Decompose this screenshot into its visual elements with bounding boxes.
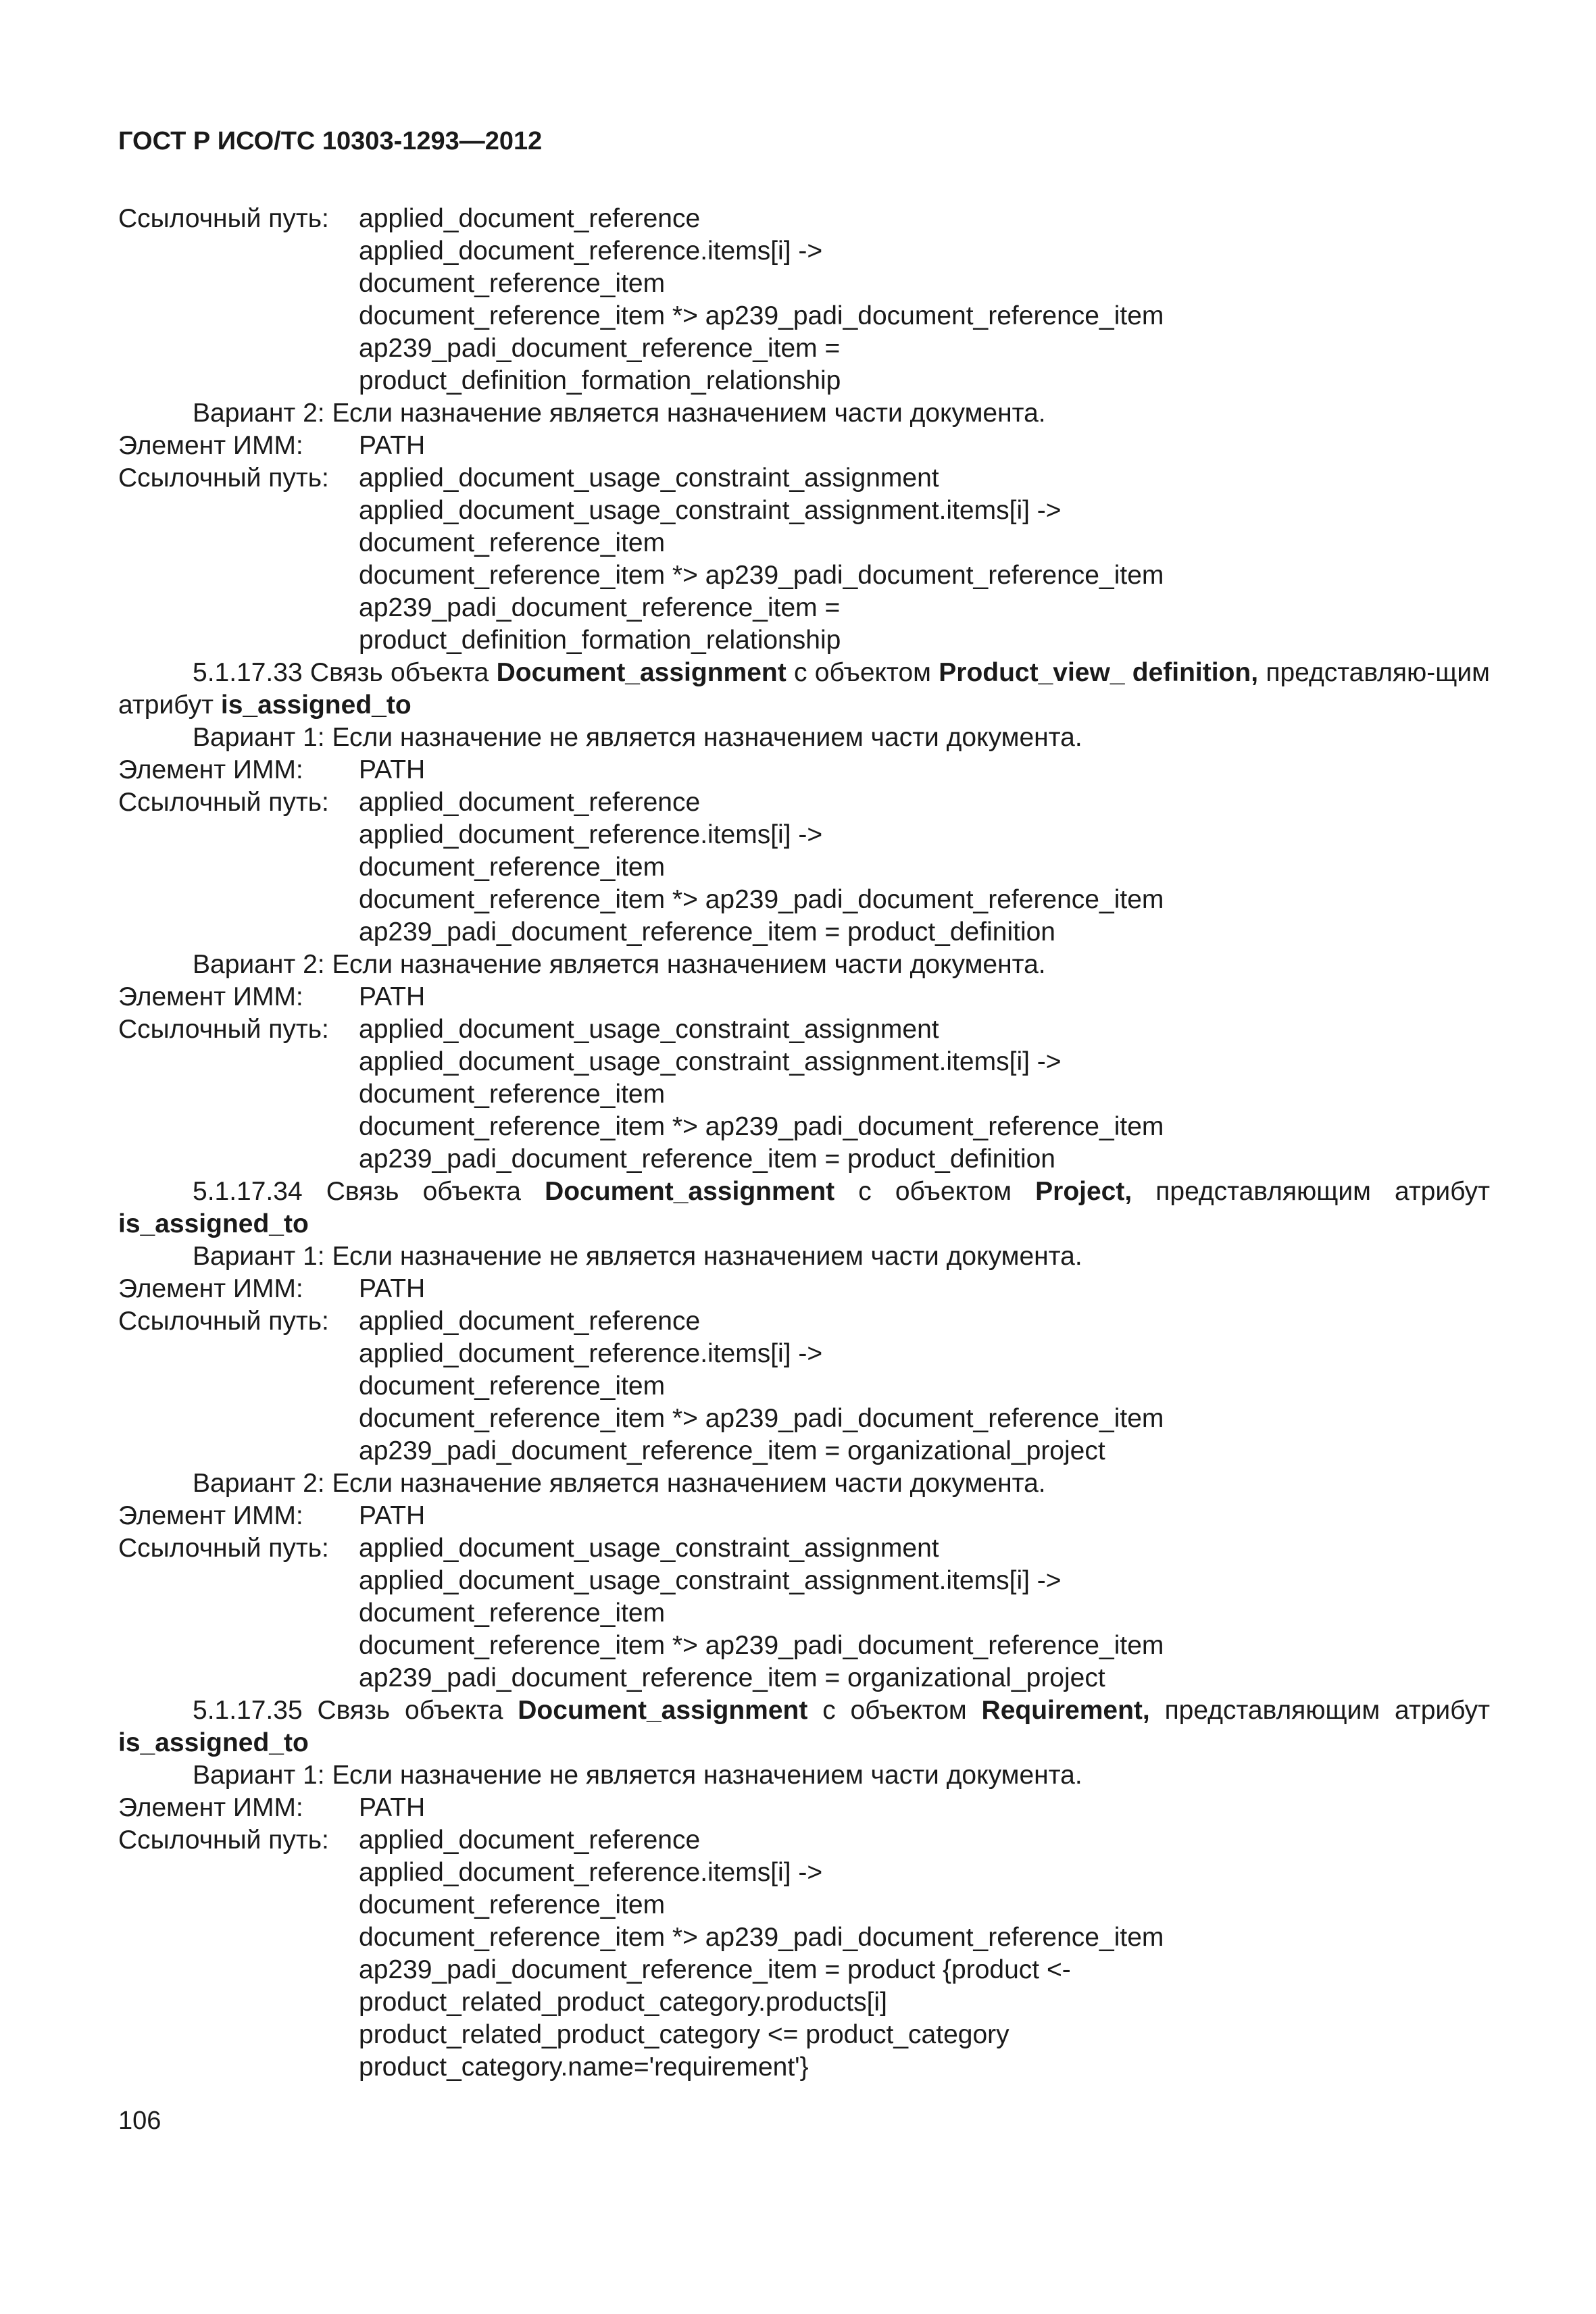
aim-element-label: Элемент ИММ: [118,431,303,460]
reference-path-line: applied_document_usage_constraint_assignment [359,1015,939,1044]
reference-path-label: Ссылочный путь: [118,1534,329,1563]
clause-heading [118,1694,1490,1759]
clause-text: с объектом [794,658,931,687]
document-body [118,203,1490,2084]
clause-heading [118,1176,1490,1240]
reference-path-line: ap239_padi_document_reference_item = product {product <- [359,1955,1071,1984]
reference-path-line: product_definition_formation_relationship [359,366,841,395]
reference-path-line: document_reference_item [359,1599,666,1628]
reference-path-label: Ссылочный путь: [118,1307,329,1336]
aim-element-row [118,1273,1490,1305]
clause-target: Project, [1035,1177,1132,1206]
aim-element-value: PATH [359,1501,426,1530]
variant-line: Вариант 1: Если назначение не является назначением части документа. [193,723,1082,752]
reference-path-line: applied_document_usage_constraint_assignment.items[i] -> [359,496,1062,525]
aim-element-label: Элемент ИММ: [118,1274,303,1303]
variant-line: Вариант 2: Если назначение является назначением части документа. [193,399,1046,428]
aim-element-label: Элемент ИММ: [118,982,303,1011]
clause-number: 5.1.17.35 [193,1696,303,1725]
reference-path-lines [359,1532,1490,1694]
reference-path-line: document_reference_item *> ap239_padi_document_reference_item [359,1631,1164,1660]
clause-text: представляющим атрибут [1155,1177,1490,1206]
reference-path-line: applied_document_usage_constraint_assignment [359,463,939,493]
clause-attribute: is_assigned_to [220,690,412,720]
aim-element-label: Элемент ИММ: [118,1501,303,1530]
reference-path-line: document_reference_item *> ap239_padi_document_reference_item [359,885,1164,914]
clause-number: 5.1.17.34 [193,1177,303,1206]
aim-element-label: Элемент ИММ: [118,755,303,784]
variant-line: Вариант 1: Если назначение не является назначением части документа. [193,1761,1082,1790]
reference-path-line: document_reference_item [359,528,666,557]
reference-path-line: ap239_padi_document_reference_item = product_definition [359,917,1055,947]
reference-path-line: document_reference_item *> ap239_padi_document_reference_item [359,301,1164,330]
reference-path-lines [359,462,1490,657]
reference-path-line: document_reference_item *> ap239_padi_document_reference_item [359,1404,1164,1433]
reference-path-line: ap239_padi_document_reference_item = product_definition [359,1145,1055,1174]
clause-number: 5.1.17.33 [193,658,303,687]
variant-line: Вариант 2: Если назначение является назначением части документа. [193,1469,1046,1498]
reference-path-line: applied_document_reference [359,788,701,817]
reference-path-line: document_reference_item [359,853,666,882]
reference-path-line: ap239_padi_document_reference_item = [359,334,841,363]
reference-path-line: ap239_padi_document_reference_item = organizational_project [359,1436,1105,1465]
reference-path-line: document_reference_item *> ap239_padi_document_reference_item [359,561,1164,590]
clause-entity: Document_assignment [545,1177,835,1206]
standard-header: ГОСТ Р ИСО/ТС 10303-1293—2012 [118,127,543,155]
reference-path-line: applied_document_reference [359,204,701,233]
clause-attribute: is_assigned_to [118,1728,309,1757]
reference-path-block [118,1305,1490,1467]
clause-attribute: is_assigned_to [118,1209,309,1238]
clause-text: с объектом [822,1696,967,1725]
reference-path-block [118,1824,1490,2084]
page-number: 106 [118,2107,161,2135]
reference-path-line: ap239_padi_document_reference_item = organizational_project [359,1663,1105,1692]
reference-path-line: ap239_padi_document_reference_item = [359,593,841,622]
reference-path-line: document_reference_item [359,1890,666,1919]
reference-path-label: Ссылочный путь: [118,1015,329,1044]
reference-path-lines [359,203,1490,397]
reference-path-line: product_related_product_category <= product_category [359,2020,1009,2049]
reference-path-block [118,1013,1490,1176]
aim-element-row [118,1500,1490,1532]
reference-path-line: applied_document_reference [359,1307,701,1336]
aim-element-row [118,1792,1490,1824]
reference-path-label: Ссылочный путь: [118,788,329,817]
aim-element-label: Элемент ИММ: [118,1793,303,1822]
reference-path-line: applied_document_reference.items[i] -> [359,236,823,266]
reference-path-block [118,1532,1490,1694]
reference-path-line: product_related_product_category.products[i] [359,1988,887,2017]
reference-path-line: document_reference_item [359,1080,666,1109]
reference-path-lines [359,1013,1490,1176]
reference-path-line: applied_document_reference.items[i] -> [359,1858,823,1887]
reference-path-line: document_reference_item [359,1372,666,1401]
reference-path-line: product_category.name='requirement'} [359,2053,809,2082]
reference-path-label: Ссылочный путь: [118,1826,329,1855]
reference-path-line: applied_document_reference.items[i] -> [359,820,823,849]
aim-element-value: PATH [359,1274,426,1303]
clause-target: Product_view_ definition, [939,658,1259,687]
reference-path-line: document_reference_item [359,269,666,298]
reference-path-block [118,786,1490,949]
aim-element-value: PATH [359,982,426,1011]
variant-line: Вариант 1: Если назначение не является назначением части документа. [193,1242,1082,1271]
reference-path-line: applied_document_usage_constraint_assignment.items[i] -> [359,1566,1062,1595]
reference-path-block [118,203,1490,397]
reference-path-line: applied_document_usage_constraint_assignment.items[i] -> [359,1047,1062,1076]
clause-text: Связь объекта [317,1696,503,1725]
clause-text: Связь объекта [309,658,489,687]
clause-entity: Document_assignment [518,1696,808,1725]
aim-element-row [118,981,1490,1013]
reference-path-block [118,462,1490,657]
clause-text: представляю-щим атрибут [118,658,1490,720]
reference-path-line: applied_document_reference.items[i] -> [359,1339,823,1368]
aim-element-row [118,754,1490,786]
reference-path-line: document_reference_item *> ap239_padi_document_reference_item [359,1112,1164,1141]
reference-path-label: Ссылочный путь: [118,204,329,233]
clause-text: с объектом [858,1177,1012,1206]
reference-path-line: applied_document_usage_constraint_assignment [359,1534,939,1563]
reference-path-lines [359,1824,1490,2084]
clause-text: Связь объекта [326,1177,521,1206]
reference-path-line: applied_document_reference [359,1826,701,1855]
aim-element-value: PATH [359,1793,426,1822]
reference-path-label: Ссылочный путь: [118,463,329,493]
reference-path-lines [359,1305,1490,1467]
clause-entity: Document_assignment [496,658,787,687]
reference-path-lines [359,786,1490,949]
reference-path-line: document_reference_item *> ap239_padi_document_reference_item [359,1923,1164,1952]
reference-path-line: product_definition_formation_relationship [359,626,841,655]
aim-element-value: PATH [359,431,426,460]
aim-element-row [118,430,1490,462]
aim-element-value: PATH [359,755,426,784]
clause-target: Requirement, [981,1696,1150,1725]
clause-heading [118,657,1490,722]
variant-line: Вариант 2: Если назначение является назначением части документа. [193,950,1046,979]
clause-text: представляющим атрибут [1164,1696,1491,1725]
